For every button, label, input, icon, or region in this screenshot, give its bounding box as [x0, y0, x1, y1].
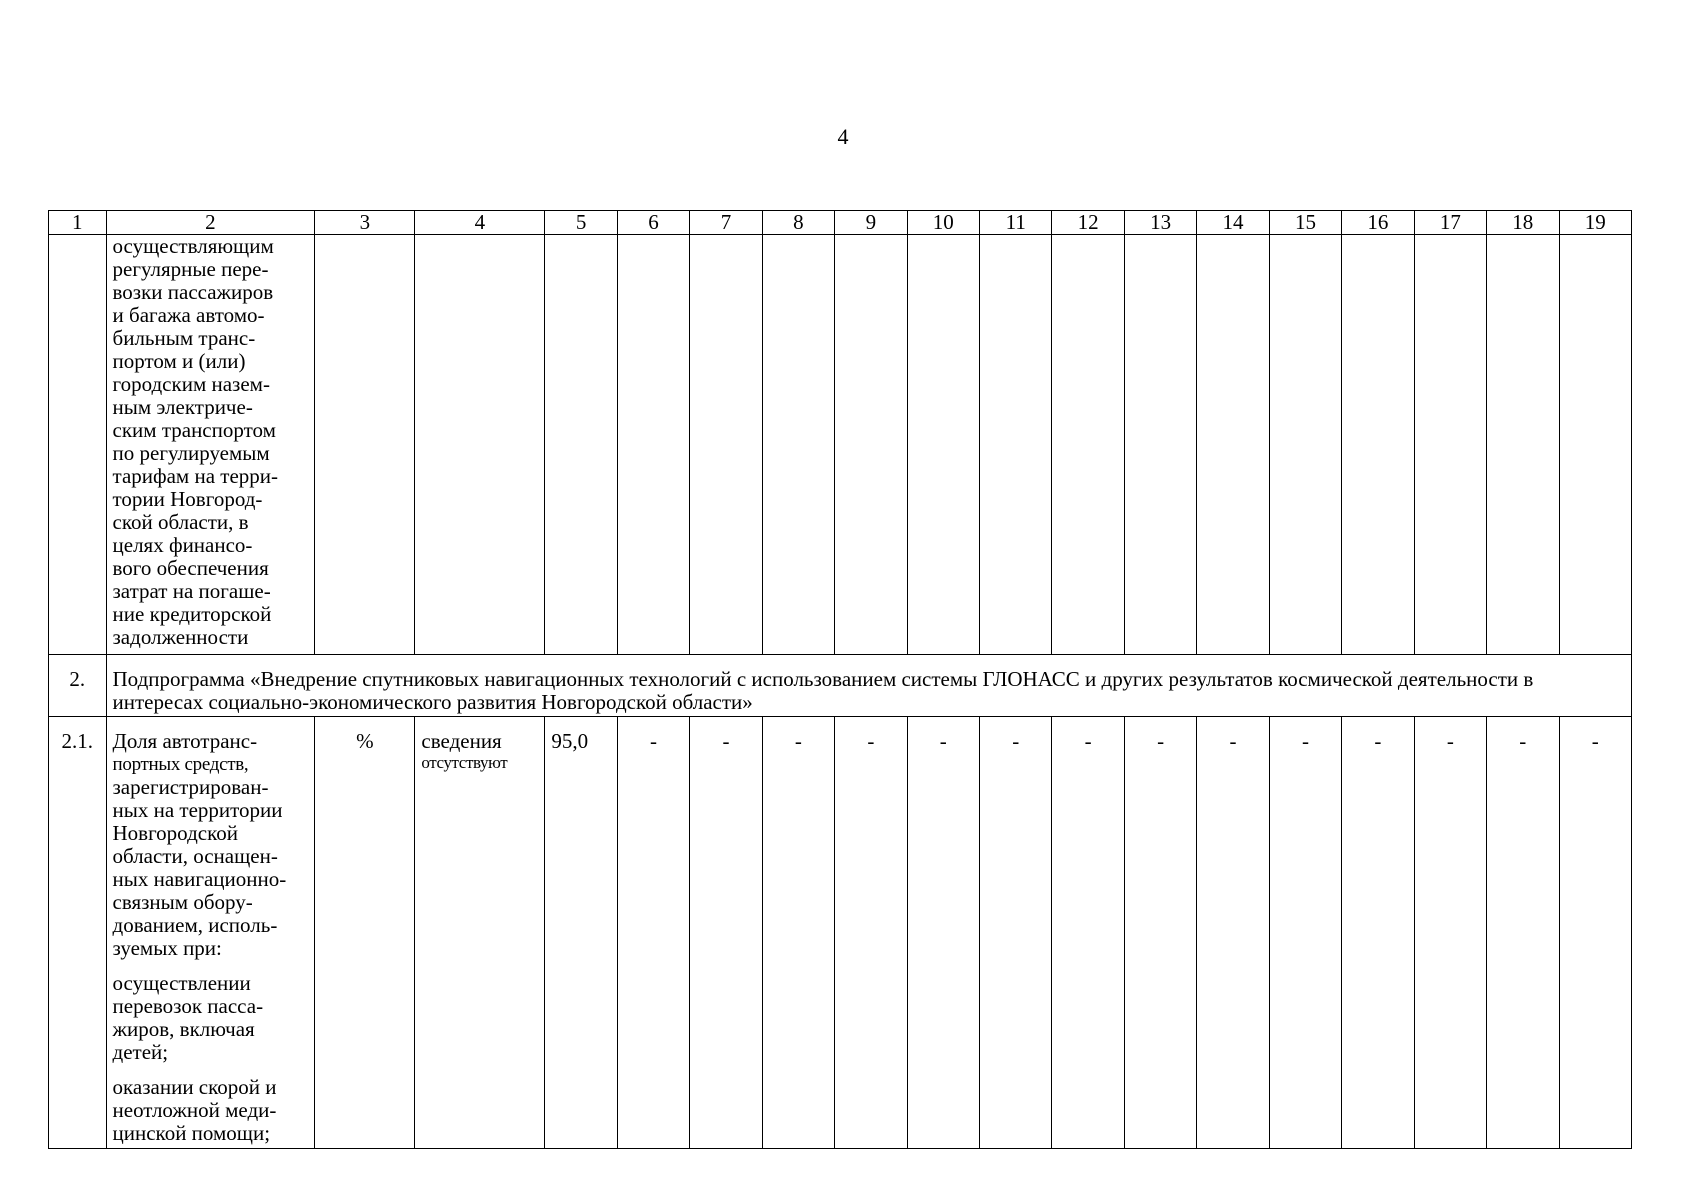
- indicator-description: [106, 717, 315, 1149]
- text-line: зуемых при:: [112, 936, 222, 960]
- value-cell: -: [1342, 717, 1414, 1149]
- table-cell: [835, 235, 907, 655]
- column-number: 13: [1124, 211, 1196, 235]
- value-cell: -: [1559, 717, 1632, 1149]
- text-line: области, оснащен-: [112, 844, 278, 868]
- table-cell: [415, 235, 545, 655]
- subprogram-title: Подпрограмма «Внедрение спутниковых навигационных технологий с использованием системы ГЛОНАСС и других результатов космической деятельности в интересах социально-экономического развития Новгородской области»: [106, 655, 1631, 717]
- column-number: 17: [1414, 211, 1486, 235]
- column-number: 1: [49, 211, 107, 235]
- column-number: 18: [1487, 211, 1559, 235]
- table-cell: [315, 235, 415, 655]
- column-number: 12: [1052, 211, 1124, 235]
- value-cell: -: [980, 717, 1052, 1149]
- table-cell: [1414, 235, 1486, 655]
- table-cell: [1197, 235, 1269, 655]
- text-line: портом и (или): [112, 349, 246, 373]
- indicator-row: [49, 717, 1632, 1149]
- subprogram-row: [49, 655, 1632, 717]
- text-line: городским назем-: [112, 372, 270, 396]
- column-number: 10: [907, 211, 979, 235]
- column-number: 15: [1269, 211, 1341, 235]
- text-line: ных навигационно-: [112, 867, 287, 891]
- column-number: 6: [617, 211, 689, 235]
- value-cell: 95,0: [545, 717, 617, 1149]
- subprogram-number: 2.: [49, 655, 107, 717]
- value-cell: -: [907, 717, 979, 1149]
- continuation-description: [106, 235, 315, 655]
- unit-cell: %: [315, 717, 415, 1149]
- text-line: отсутствуют: [421, 753, 508, 772]
- text-line: ных на территории: [112, 798, 283, 822]
- text-line: ным электриче-: [112, 395, 253, 419]
- text-line: перевозок пасса-: [112, 994, 264, 1018]
- continuation-row: [49, 235, 1632, 655]
- indicator-number: 2.1.: [49, 717, 107, 1149]
- text-line: и багажа автомо-: [112, 303, 265, 327]
- column-number: 14: [1197, 211, 1269, 235]
- text-line: Доля автотранс-: [112, 729, 258, 753]
- table-cell: [762, 235, 834, 655]
- table-cell: [617, 235, 689, 655]
- value-cell: -: [1052, 717, 1124, 1149]
- value-cell: -: [762, 717, 834, 1149]
- text-line: оказании скорой и: [112, 1075, 277, 1099]
- page-number: 4: [837, 124, 849, 149]
- column-number: 2: [106, 211, 315, 235]
- description-paragraph: [113, 730, 309, 960]
- text-line: затрат на погаше-: [112, 579, 271, 603]
- table-cell: [1124, 235, 1196, 655]
- text-line: возки пассажиров: [112, 280, 274, 304]
- description-paragraph: [113, 1076, 309, 1145]
- text-line: задолженности: [112, 625, 249, 649]
- value-cell: -: [617, 717, 689, 1149]
- table-cell: [1487, 235, 1559, 655]
- column-number: 4: [415, 211, 545, 235]
- text-line: портных средств,: [112, 754, 249, 775]
- column-number: 3: [315, 211, 415, 235]
- value-cell: -: [1197, 717, 1269, 1149]
- text-line: жиров, включая: [112, 1017, 255, 1041]
- text-line: зарегистрирован-: [112, 775, 269, 799]
- table-cell: [545, 235, 617, 655]
- text-line: осуществляющим: [112, 234, 274, 258]
- text-line: по регулируемым: [112, 441, 270, 465]
- table-cell: [690, 235, 762, 655]
- column-number: 19: [1559, 211, 1632, 235]
- text-line: ским транспортом: [112, 418, 276, 442]
- column-number: 9: [835, 211, 907, 235]
- text-line: вого обеспечения: [112, 556, 269, 580]
- column-number: 11: [980, 211, 1052, 235]
- column-number-row: [49, 211, 1632, 235]
- value-cell: -: [1269, 717, 1341, 1149]
- value-cell: -: [1124, 717, 1196, 1149]
- table-cell: [907, 235, 979, 655]
- base-value-cell: [415, 717, 545, 1149]
- column-number: 16: [1342, 211, 1414, 235]
- table-cell: [980, 235, 1052, 655]
- description-paragraph: [113, 972, 309, 1064]
- table-cell: [1342, 235, 1414, 655]
- value-cell: -: [1414, 717, 1486, 1149]
- column-number: 5: [545, 211, 617, 235]
- text-line: осуществлении: [112, 971, 251, 995]
- table-cell: [1559, 235, 1632, 655]
- column-number: 7: [690, 211, 762, 235]
- text-line: бильным транс-: [112, 326, 256, 350]
- text-line: ние кредиторской: [112, 602, 272, 626]
- text-line: цинской помощи;: [112, 1121, 271, 1145]
- value-cell: -: [835, 717, 907, 1149]
- text-line: целях финансо-: [112, 533, 253, 557]
- text-line: регулярные пере-: [112, 257, 269, 281]
- table-cell: [1052, 235, 1124, 655]
- column-number: 8: [762, 211, 834, 235]
- text-line: сведения: [421, 729, 502, 753]
- table-cell: [1269, 235, 1341, 655]
- text-line: ской области, в: [112, 510, 249, 534]
- indicators-table: [48, 210, 1632, 1149]
- text-line: тории Новгород-: [112, 487, 263, 511]
- value-cell: -: [690, 717, 762, 1149]
- text-line: тарифам на терри-: [112, 464, 279, 488]
- text-line: неотложной меди-: [112, 1098, 277, 1122]
- text-line: Новгородской: [112, 821, 238, 845]
- text-line: детей;: [112, 1040, 169, 1064]
- text-line: связным обору-: [112, 890, 253, 914]
- value-cell: -: [1487, 717, 1559, 1149]
- table-cell: [49, 235, 107, 655]
- text-line: дованием, исполь-: [112, 913, 278, 937]
